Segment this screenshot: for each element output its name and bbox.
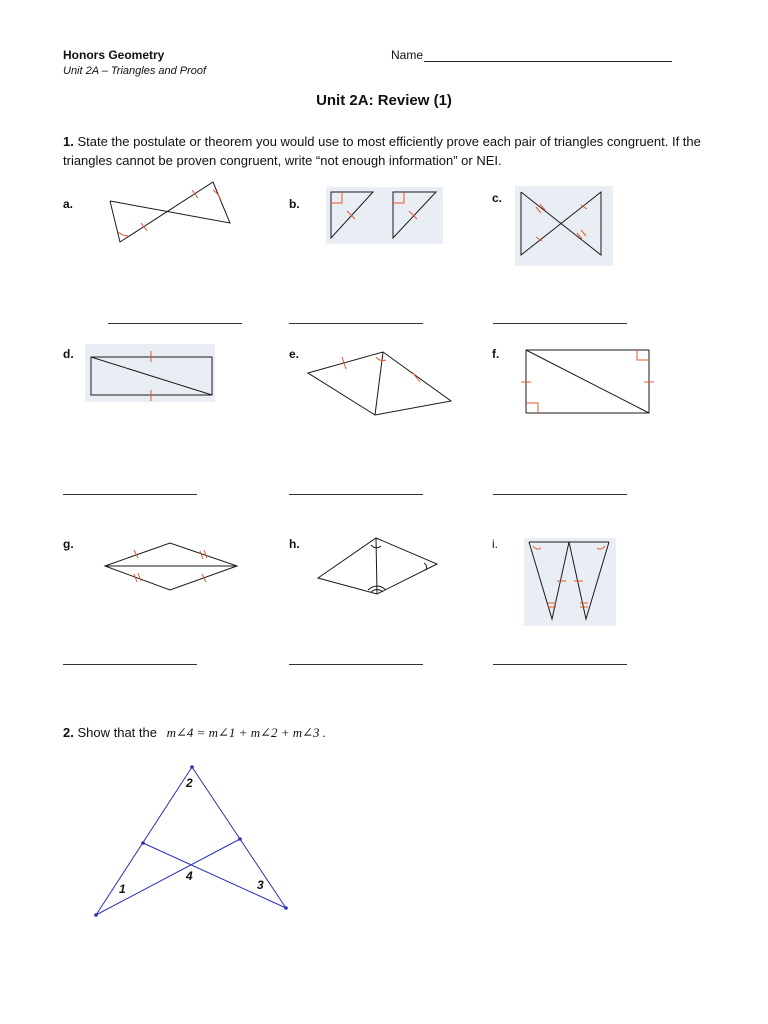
figure-b	[326, 187, 443, 244]
problem-label-g: g.	[63, 537, 74, 551]
figure-e	[308, 352, 451, 415]
name-label: Name	[391, 48, 424, 62]
problem-label-e: e.	[289, 347, 300, 361]
figure-a	[110, 182, 230, 242]
question-2	[63, 725, 326, 741]
figure-g	[105, 543, 237, 590]
question-2-equation: m∠4 = m∠1 + m∠2 + m∠3 .	[166, 725, 327, 740]
problem-label-d: d.	[63, 347, 74, 361]
angle-label-2: 2	[186, 776, 193, 790]
question-2-number: 2.	[63, 725, 74, 740]
unit-subtitle: Unit 2A – Triangles and Proof	[63, 65, 207, 77]
figure-h	[318, 538, 437, 594]
problem-label-c: c.	[492, 191, 503, 205]
question-2-text: Show that the	[77, 725, 157, 740]
problem-label-i: i.	[492, 537, 498, 551]
page-title: Unit 2A: Review (1)	[316, 92, 452, 109]
problem-label-b: b.	[289, 197, 300, 211]
figure-c	[515, 186, 613, 266]
question-1-number: 1.	[63, 134, 74, 149]
angle-label-4: 4	[186, 869, 193, 883]
course-title: Honors Geometry	[63, 48, 165, 62]
figure-d	[85, 344, 215, 402]
problem-label-h: h.	[289, 537, 300, 551]
angle-label-1: 1	[119, 882, 126, 896]
figure-i	[524, 538, 616, 626]
problem-label-a: a.	[63, 197, 74, 211]
problem-label-f: f.	[492, 347, 500, 361]
figure-f	[521, 350, 654, 413]
question-1-text: State the postulate or theorem you would use to most efficiently prove each pair of triangles congruent. If the triangles cannot be proven congruent, write “not enough information” or NEI.	[63, 134, 701, 168]
angle-label-3: 3	[257, 878, 264, 892]
